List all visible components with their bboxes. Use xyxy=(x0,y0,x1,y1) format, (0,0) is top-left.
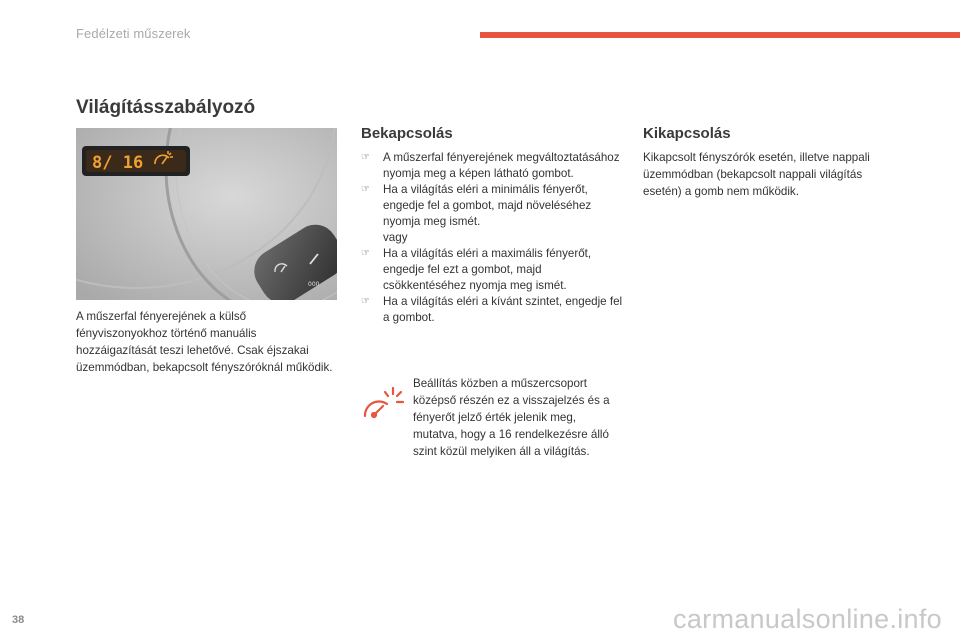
heading-bekapcsolas: Bekapcsolás xyxy=(361,125,453,142)
page-number: 38 xyxy=(12,614,25,626)
note-text: Beállítás közben a műszercsoport középső részén ez a visszajelzés és a fényerőt jelző érték jelenik meg, mutatva, hogy a 16 rendelkezésre álló szint közül melyiken áll a világítás. xyxy=(413,377,610,458)
running-header: Fedélzeti műszerek xyxy=(76,26,191,41)
list-separator: vagy xyxy=(383,231,408,244)
left-description: A műszerfal fényerejének a külső fényviszonyokhoz történő manuális hozzáigazítását teszi lehetővé. Csak éjszakai üzemmódban, bekapcsolt fényszóróknál működik. xyxy=(76,310,333,374)
brightness-gauge-icon xyxy=(357,382,405,430)
svg-text:000: 000 xyxy=(308,281,320,288)
header-accent-bar xyxy=(480,32,960,38)
pointing-finger-icon: ☞ xyxy=(361,296,370,307)
dashboard-photo-illustration xyxy=(76,128,337,300)
pointing-finger-icon: ☞ xyxy=(361,248,370,259)
display-readout: 8/ 16 xyxy=(92,153,144,173)
bekapcsolas-list xyxy=(361,150,623,326)
list-item: ☞ Ha a világítás eléri a kívánt szintet, engedje fel a gombot. xyxy=(361,295,623,324)
kikapcsolas-text: Kikapcsolt fényszórók esetén, illetve nappali üzemmódban (bekapcsolt nappali világítás esetén) a gomb nem működik. xyxy=(643,151,870,198)
section-title: Világításszabályozó xyxy=(76,97,256,118)
pointing-finger-icon: ☞ xyxy=(361,184,370,195)
list-item: ☞ Ha a világítás eléri a maximális fényerőt, engedje fel ezt a gombot, majd csökkentéséhez nyomja meg ismét. xyxy=(361,247,592,292)
heading-kikapcsolas: Kikapcsolás xyxy=(643,125,731,142)
pointing-finger-icon: ☞ xyxy=(361,152,370,163)
watermark: carmanualsonline.info xyxy=(673,604,942,634)
list-item: ☞ A műszerfal fényerejének megváltoztatásához nyomja meg a képen látható gombot. xyxy=(361,151,620,180)
list-item: ☞ Ha a világítás eléri a minimális fényerőt, engedje fel a gombot, majd növeléséhez nyomja meg ismét. xyxy=(361,183,592,228)
dashboard-photo xyxy=(76,128,337,300)
